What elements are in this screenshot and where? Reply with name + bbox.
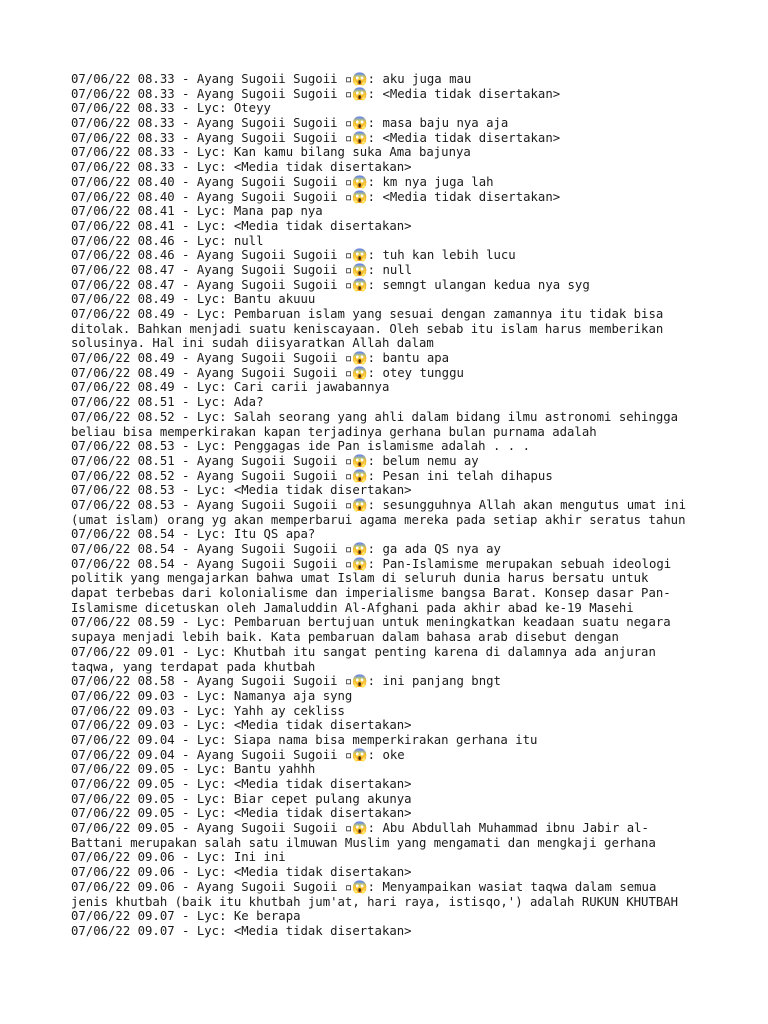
chat-log-line: jenis khutbah (baik itu khutbah jum'at, hari raya, istisqo,') adalah RUKUN KHUTBAH xyxy=(71,894,679,909)
chat-log-line: 07/06/22 08.49 - Lyc: Bantu akuuu xyxy=(71,292,316,307)
chat-log-line: 07/06/22 09.06 - Lyc: <Media tidak disertakan> xyxy=(71,865,412,880)
chat-log-line: ditolak. Bahkan menjadi suatu keniscayaan. Oleh sebab itu islam harus memberikan xyxy=(71,321,664,336)
chat-log-line: 07/06/22 08.49 - Ayang Sugoii Sugoii ▫😱: bantu apa xyxy=(71,351,450,366)
chat-log-line: 07/06/22 09.04 - Lyc: Siapa nama bisa memperkirakan gerhana itu xyxy=(71,732,538,747)
chat-log-line: 07/06/22 09.03 - Lyc: Namanya aja syng xyxy=(71,688,353,703)
chat-log-line: 07/06/22 08.51 - Lyc: Ada? xyxy=(71,395,264,410)
chat-log-line: 07/06/22 09.04 - Ayang Sugoii Sugoii ▫😱: oke xyxy=(71,747,405,762)
chat-log-line: Battani merupakan salah satu ilmuwan Muslim yang mengamati dan mengkaji gerhana xyxy=(71,835,656,850)
chat-log-line: 07/06/22 08.53 - Lyc: <Media tidak disertakan> xyxy=(71,483,412,498)
chat-log-line: 07/06/22 08.52 - Lyc: Salah seorang yang ahli dalam bidang ilmu astronomi sehingga xyxy=(71,409,679,424)
chat-log-line: politik yang mengajarkan bahwa umat Islam di seluruh dunia harus bersatu untuk xyxy=(71,571,649,586)
chat-log-line: 07/06/22 08.49 - Lyc: Pembaruan islam yang sesuai dengan zamannya itu tidak bisa xyxy=(71,307,664,321)
chat-log-line: 07/06/22 09.05 - Lyc: <Media tidak disertakan> xyxy=(71,777,412,791)
chat-log-line: 07/06/22 08.46 - Ayang Sugoii Sugoii ▫😱: tuh kan lebih lucu xyxy=(71,248,516,263)
chat-log-document xyxy=(71,72,711,939)
chat-log-line: 07/06/22 08.49 - Lyc: Cari carii jawabannya xyxy=(71,380,390,395)
chat-log-line: beliau bisa memperkirakan kapan terjadinya gerhana bulan purnama adalah xyxy=(71,424,597,439)
chat-log-line: supaya menjadi lebih baik. Kata pembaruan dalam bahasa arab disebut dengan xyxy=(71,630,619,645)
chat-log-line: 07/06/22 08.54 - Lyc: Itu QS apa? xyxy=(71,527,316,542)
chat-log-line: 07/06/22 08.33 - Lyc: Kan kamu bilang suka Ama bajunya xyxy=(71,145,471,160)
chat-log-line: 07/06/22 08.52 - Ayang Sugoii Sugoii ▫😱: Pesan ini telah dihapus xyxy=(71,468,553,483)
chat-log-line: dapat terbebas dari kolonialisme dan imperialisme bangsa Barat. Konsep dasar Pan- xyxy=(71,586,671,601)
chat-log-line: 07/06/22 09.05 - Lyc: Biar cepet pulang akunya xyxy=(71,791,412,806)
chat-log-line: 07/06/22 09.03 - Lyc: <Media tidak disertakan> xyxy=(71,718,412,733)
chat-log-line: Islamisme dicetuskan oleh Jamaluddin Al-Afghani pada akhir abad ke-19 Masehi xyxy=(71,600,634,615)
chat-log-line: 07/06/22 08.41 - Lyc: <Media tidak disertakan> xyxy=(71,218,412,233)
chat-log-line: 07/06/22 08.33 - Ayang Sugoii Sugoii ▫😱: <Media tidak disertakan> xyxy=(71,86,561,101)
chat-log-line: 07/06/22 09.05 - Lyc: <Media tidak disertakan> xyxy=(71,806,412,821)
chat-log-line: 07/06/22 08.41 - Lyc: Mana pap nya xyxy=(71,204,323,219)
chat-log-line: 07/06/22 08.54 - Ayang Sugoii Sugoii ▫😱: Pan-Islamisme merupakan sebuah ideologi xyxy=(71,556,672,571)
chat-log-line: 07/06/22 08.58 - Ayang Sugoii Sugoii ▫😱: ini panjang bngt xyxy=(71,674,501,689)
chat-log-line: 07/06/22 09.03 - Lyc: Yahh ay cekliss xyxy=(71,703,345,718)
chat-log-line: 07/06/22 08.53 - Ayang Sugoii Sugoii ▫😱: sesungguhnya Allah akan mengutus umat ini xyxy=(71,497,686,512)
chat-log-line: 07/06/22 09.05 - Ayang Sugoii Sugoii ▫😱: Abu Abdullah Muhammad ibnu Jabir al- xyxy=(71,821,649,836)
chat-log-line: 07/06/22 09.01 - Lyc: Khutbah itu sangat penting karena di dalamnya ada anjuran xyxy=(71,644,656,659)
chat-log-line: 07/06/22 08.33 - Lyc: <Media tidak disertakan> xyxy=(71,160,412,175)
chat-log-line: 07/06/22 08.33 - Lyc: Oteyy xyxy=(71,101,271,116)
chat-log-line: 07/06/22 09.05 - Lyc: Bantu yahhh xyxy=(71,762,316,777)
chat-log-line: 07/06/22 08.49 - Ayang Sugoii Sugoii ▫😱: otey tunggu xyxy=(71,365,464,380)
chat-log-line: 07/06/22 08.40 - Ayang Sugoii Sugoii ▫😱: km nya juga lah xyxy=(71,174,494,189)
chat-log-line: 07/06/22 09.06 - Ayang Sugoii Sugoii ▫😱: Menyampaikan wasiat taqwa dalam semua xyxy=(71,879,657,894)
chat-log-line: 07/06/22 08.47 - Ayang Sugoii Sugoii ▫😱: null xyxy=(71,262,413,277)
chat-log-line: 07/06/22 08.54 - Ayang Sugoii Sugoii ▫😱: ga ada QS nya ay xyxy=(71,542,501,556)
chat-log-line: 07/06/22 08.40 - Ayang Sugoii Sugoii ▫😱: <Media tidak disertakan> xyxy=(71,189,561,204)
chat-log-line: (umat islam) orang yg akan memperbarui agama mereka pada setiap akhir seratus tahun xyxy=(71,512,686,527)
chat-log-line: 07/06/22 08.33 - Ayang Sugoii Sugoii ▫😱: masa baju nya aja xyxy=(71,116,509,131)
chat-log-line: 07/06/22 08.33 - Ayang Sugoii Sugoii ▫😱: aku juga mau xyxy=(71,72,472,86)
chat-log-line: 07/06/22 09.06 - Lyc: Ini ini xyxy=(71,850,286,865)
chat-log-line: taqwa, yang terdapat pada khutbah xyxy=(71,659,316,674)
chat-log-line: 07/06/22 09.07 - Lyc: Ke berapa xyxy=(71,909,301,924)
chat-log-line: 07/06/22 08.51 - Ayang Sugoii Sugoii ▫😱: belum nemu ay xyxy=(71,453,479,468)
chat-log-line: 07/06/22 08.47 - Ayang Sugoii Sugoii ▫😱: semngt ulangan kedua nya syg xyxy=(71,277,590,292)
chat-log-line: 07/06/22 08.53 - Lyc: Penggagas ide Pan islamisme adalah . . . xyxy=(71,439,531,454)
chat-log-line: solusinya. Hal ini sudah diisyaratkan Allah dalam xyxy=(71,336,434,351)
chat-log-line: 07/06/22 08.46 - Lyc: null xyxy=(71,233,264,248)
chat-log-line: 07/06/22 09.07 - Lyc: <Media tidak disertakan> xyxy=(71,923,412,938)
chat-log-line: 07/06/22 08.33 - Ayang Sugoii Sugoii ▫😱: <Media tidak disertakan> xyxy=(71,130,561,145)
chat-log-line: 07/06/22 08.59 - Lyc: Pembaruan bertujuan untuk meningkatkan keadaan suatu negara xyxy=(71,615,671,630)
